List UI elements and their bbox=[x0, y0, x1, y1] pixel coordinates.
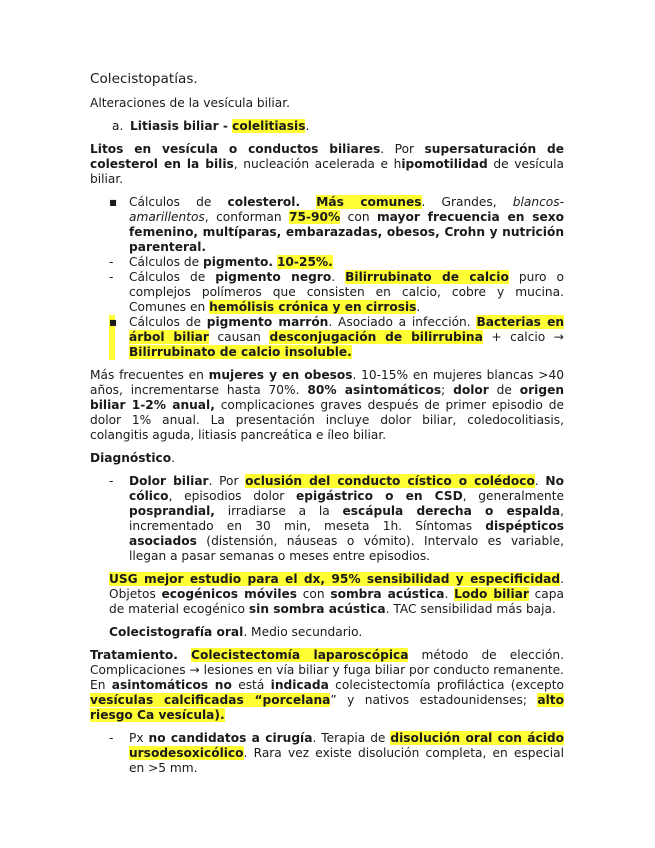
ordered-list bbox=[112, 119, 564, 134]
highlighted-text: Bilirrubinato de calcio bbox=[345, 270, 509, 284]
text-run: . bbox=[305, 119, 310, 133]
text-run: de bbox=[488, 383, 520, 397]
text-run: + calcio bbox=[482, 330, 554, 344]
litos-paragraph bbox=[90, 142, 564, 187]
list-item bbox=[109, 255, 564, 270]
text-run: . TAC sensibilidad más baja. bbox=[385, 602, 556, 616]
text-run: posprandial, bbox=[129, 504, 215, 518]
diagnosis-heading bbox=[90, 451, 564, 466]
epidemiology-paragraph bbox=[90, 368, 564, 443]
highlighted-text: Bacterias en árbol biliar bbox=[129, 315, 565, 344]
text-run: ; bbox=[441, 383, 454, 397]
list-item-text bbox=[130, 119, 309, 134]
treatment-paragraph bbox=[90, 648, 564, 723]
highlighted-text: Más comunes bbox=[316, 195, 422, 209]
text-run: . Objetos bbox=[109, 572, 564, 601]
text-run: → bbox=[553, 330, 565, 344]
text-run: mujeres y en obesos bbox=[208, 368, 353, 382]
text-run: 80% asintomáticos bbox=[307, 383, 442, 397]
text-run: . Medio secundario. bbox=[243, 625, 363, 639]
text-run: blancos-amarillentos bbox=[129, 195, 565, 224]
text-run: origen biliar 1-2% anual, bbox=[90, 383, 565, 412]
text-run: Cálculos de bbox=[129, 270, 216, 284]
text-run bbox=[300, 195, 316, 209]
text-run: . bbox=[444, 587, 455, 601]
text-run: . bbox=[331, 270, 346, 284]
highlighted-text: vesículas calcificadas “porcelana bbox=[90, 693, 331, 707]
list-item bbox=[109, 474, 564, 564]
text-run: ecogénicos móviles bbox=[161, 587, 298, 601]
text-run: . Por bbox=[208, 474, 246, 488]
list-item bbox=[109, 195, 564, 255]
text-run: puro o complejos polímeros que consisten en calcio, cobre y mucina. Comunes en bbox=[129, 270, 565, 314]
text-run: capa de material ecogénico bbox=[109, 587, 564, 616]
text-run: Cálculos de bbox=[129, 195, 228, 209]
text-run: Litiasis biliar - bbox=[130, 119, 233, 133]
text-run: Colecistografía oral bbox=[109, 625, 244, 639]
text-run: colecistectomía profiláctica (excepto bbox=[328, 678, 564, 692]
highlighted-text: colelitiasis bbox=[232, 119, 306, 133]
text-run: pigmento. bbox=[202, 255, 274, 269]
text-run: irradiarse a la bbox=[214, 504, 343, 518]
highlighted-text: USG mejor estudio para el dx, 95% sensibilidad y especificidad bbox=[109, 572, 561, 586]
text-run: No cólico bbox=[129, 474, 564, 503]
text-run: . bbox=[171, 451, 176, 465]
list-item bbox=[109, 731, 564, 776]
list-item bbox=[109, 315, 564, 360]
text-run: mayor frecuencia en sexo femenino, multíparas, embarazadas, obesos, Crohn y nutrición parenteral. bbox=[129, 210, 564, 254]
text-run: , conforman bbox=[204, 210, 290, 224]
text-run: pigmento marrón bbox=[206, 315, 329, 329]
text-run: Cálculos de bbox=[129, 315, 207, 329]
highlighted-text: hemólisis crónica y en cirrosis bbox=[209, 300, 417, 314]
text-run: indicada bbox=[270, 678, 329, 692]
text-run: con bbox=[340, 210, 377, 224]
text-run: ” y nativos estadounidenses; bbox=[330, 693, 538, 707]
list-number: a. bbox=[112, 119, 124, 133]
document-page bbox=[90, 72, 564, 784]
highlighted-text: desconjugación de bilirrubina bbox=[269, 330, 483, 344]
text-run: - bbox=[109, 474, 114, 488]
text-run: Diagnóstico bbox=[90, 451, 172, 465]
text-run: - bbox=[109, 731, 114, 745]
text-run: supersaturación de colesterol en la bilis bbox=[90, 142, 564, 171]
text-run: . Grandes, bbox=[421, 195, 513, 209]
treatment-list bbox=[90, 731, 564, 776]
list-item-a bbox=[112, 119, 564, 134]
highlighted-text: Lodo biliar bbox=[454, 587, 529, 601]
text-run: - bbox=[109, 255, 114, 269]
highlighted-text: oclusión del conducto cístico o colédoco bbox=[245, 474, 535, 488]
text-run: Cálculos de bbox=[129, 255, 203, 269]
text-run: (distensión, náuseas o vómito). Intervalo es variable, llegan a pasar semanas o meses entre episodios. bbox=[129, 534, 564, 563]
calculi-list bbox=[90, 195, 564, 360]
text-run: , nucleación acelerada e h bbox=[233, 157, 402, 171]
diagnosis-list bbox=[90, 474, 564, 564]
highlighted-text: disolución oral con ácido ursodesoxicólico bbox=[129, 731, 564, 760]
highlighted-text: 10-25%. bbox=[276, 255, 333, 269]
usg-paragraph bbox=[109, 572, 564, 617]
text-run: asintomáticos no bbox=[111, 678, 232, 692]
text-run: Dolor biliar bbox=[129, 474, 209, 488]
text-run bbox=[178, 648, 191, 662]
text-run: lesiones en vía biliar y fuga biliar por conducto remanente. En bbox=[90, 663, 564, 692]
text-run: con bbox=[297, 587, 331, 601]
colecistografia-paragraph bbox=[109, 625, 564, 640]
highlighted-text: Bilirrubinato de calcio insoluble. bbox=[129, 345, 352, 359]
text-run: complicaciones graves después de primer episodio de dolor 1% anual. La presentación incluye dolor biliar, coledocolitiasis, colangitis aguda, litiasis pancreática e íleo biliar. bbox=[90, 398, 564, 442]
intro-paragraph: Alteraciones de la vesícula biliar. bbox=[90, 96, 291, 110]
text-run: Más frecuentes en bbox=[90, 368, 209, 382]
text-run: Tratamiento. bbox=[90, 648, 178, 662]
text-run: ▪ bbox=[109, 195, 118, 209]
text-run: - bbox=[109, 270, 114, 284]
text-run: Px bbox=[129, 731, 149, 745]
highlighted-text: 75-90% bbox=[289, 210, 341, 224]
text-run: está bbox=[231, 678, 271, 692]
text-run: . Terapia de bbox=[312, 731, 391, 745]
text-run: no candidatos a cirugía bbox=[148, 731, 313, 745]
text-run: , incrementado en 30 min, meseta 1h. Síntomas bbox=[129, 504, 564, 533]
text-run: . Asociado a infección. bbox=[328, 315, 477, 329]
highlighted-text: Colecistectomía laparoscópica bbox=[191, 648, 409, 662]
highlighted-text: ▪ bbox=[109, 315, 115, 360]
text-run: causan bbox=[208, 330, 270, 344]
list-item bbox=[109, 270, 564, 315]
text-run: sombra acústica bbox=[330, 587, 445, 601]
text-run: . Por bbox=[380, 142, 425, 156]
text-run: , generalmente bbox=[462, 489, 564, 503]
text-run: . bbox=[534, 474, 546, 488]
text-run: método de elección. Complicaciones bbox=[90, 648, 564, 677]
text-run: . 10-15% en mujeres blancas >40 años, incrementarse hasta 70%. bbox=[90, 368, 564, 397]
text-run: , episodios dolor bbox=[168, 489, 297, 503]
text-run: de vesícula biliar. bbox=[90, 157, 564, 186]
text-run: dispépticos asociados bbox=[129, 519, 564, 548]
text-run: → bbox=[189, 663, 200, 677]
text-run: Litos en vesícula o conductos biliares bbox=[90, 142, 381, 156]
text-run: escápula derecha o espalda bbox=[342, 504, 561, 518]
text-run: dolor bbox=[453, 383, 489, 397]
text-run: epigástrico o en CSD bbox=[296, 489, 463, 503]
text-run: colesterol. bbox=[227, 195, 301, 209]
text-run: . bbox=[416, 300, 421, 314]
highlighted-text: alto riesgo Ca vesícula). bbox=[90, 693, 564, 722]
text-run: ipomotilidad bbox=[401, 157, 488, 171]
text-run: . Rara vez existe disolución completa, en especial en >5 mm. bbox=[129, 746, 564, 775]
document-title: Colecistopatías. bbox=[90, 71, 198, 87]
text-run: sin sombra acústica bbox=[248, 602, 386, 616]
text-run: pigmento negro bbox=[215, 270, 332, 284]
